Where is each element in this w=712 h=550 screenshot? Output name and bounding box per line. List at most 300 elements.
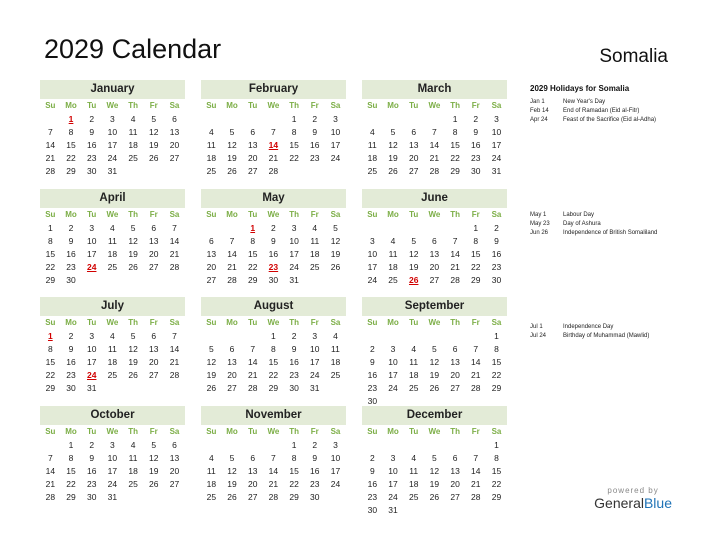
day-cell: 5 xyxy=(432,344,437,354)
day-cell xyxy=(201,330,222,343)
day-cell: 24 xyxy=(107,479,118,489)
day-cell: 27 xyxy=(149,262,159,272)
weekday-label: Th xyxy=(450,427,460,436)
weekday-label: Th xyxy=(289,318,299,327)
holiday-group-q2 xyxy=(530,211,700,238)
week-row xyxy=(40,465,185,478)
day-cell: 21 xyxy=(169,357,180,367)
day-cell: 3 xyxy=(390,344,396,354)
day-cell: 18 xyxy=(128,466,138,476)
weekday-label: We xyxy=(106,427,119,436)
day-cell: 21 xyxy=(450,262,460,272)
day-cell: 20 xyxy=(227,370,237,380)
month-header: October xyxy=(40,406,185,425)
weekday-label: Tu xyxy=(409,318,419,327)
weekday-label: Su xyxy=(367,210,378,219)
weekday-label: Sa xyxy=(330,427,341,436)
week-row xyxy=(40,248,185,261)
day-cell: 9 xyxy=(312,127,318,137)
day-cell: 24 xyxy=(289,262,299,272)
day-cell: 24 xyxy=(388,383,398,393)
day-cell: 20 xyxy=(450,479,460,489)
day-cell: 25 xyxy=(408,383,419,393)
week-row xyxy=(201,369,346,382)
day-cell: 1 xyxy=(452,114,458,124)
day-cell: 10 xyxy=(107,127,118,137)
day-cell: 1 xyxy=(47,223,53,233)
day-cell: 12 xyxy=(429,357,440,367)
day-cell: 5 xyxy=(208,344,214,354)
holiday-date: May 1 xyxy=(530,212,547,218)
day-cell: 22 xyxy=(471,262,481,272)
day-cell xyxy=(143,165,164,178)
day-cell xyxy=(102,274,123,287)
holiday-date: May 23 xyxy=(530,221,550,227)
week-row xyxy=(362,139,507,152)
day-cell: 18 xyxy=(107,357,118,367)
week-row xyxy=(40,113,185,126)
weekday-label: Tu xyxy=(248,318,258,327)
weekday-label: Su xyxy=(45,101,56,110)
holiday-item xyxy=(530,229,700,238)
day-cell: 29 xyxy=(247,275,258,285)
day-cell: 28 xyxy=(450,275,460,285)
weekday-label: Sa xyxy=(169,101,180,110)
month-june xyxy=(362,189,507,287)
day-cell xyxy=(263,439,284,452)
day-cell: 18 xyxy=(367,153,378,163)
day-cell: 21 xyxy=(429,153,440,163)
weekday-label: Sa xyxy=(330,101,341,110)
day-cell xyxy=(123,165,144,178)
day-cell: 25 xyxy=(408,492,419,502)
day-cell: 6 xyxy=(452,453,458,463)
day-cell xyxy=(445,330,466,343)
day-cell xyxy=(263,113,284,126)
week-row xyxy=(40,356,185,369)
week-row xyxy=(201,439,346,452)
weekday-label: Mo xyxy=(387,101,399,110)
day-cell: 12 xyxy=(206,357,217,367)
holiday-date: Jun 26 xyxy=(530,230,549,236)
week-row xyxy=(362,222,507,235)
week-row xyxy=(362,343,507,356)
week-row xyxy=(201,139,346,152)
day-cell: 6 xyxy=(229,344,235,354)
week-row xyxy=(201,126,346,139)
day-cell: 26 xyxy=(330,262,341,272)
day-cell xyxy=(403,439,424,452)
day-cell: 17 xyxy=(330,466,341,476)
week-row xyxy=(362,165,507,178)
day-cell xyxy=(362,439,383,452)
month-header: February xyxy=(201,80,346,99)
day-cell: 9 xyxy=(89,453,95,463)
day-cell: 4 xyxy=(130,114,136,124)
day-cell: 24 xyxy=(86,262,97,272)
day-cell: 19 xyxy=(429,479,440,489)
day-cell: 10 xyxy=(388,466,398,476)
day-cell: 1 xyxy=(473,223,479,233)
weekday-label: Tu xyxy=(87,210,97,219)
day-cell: 15 xyxy=(289,140,299,150)
day-cell: 21 xyxy=(268,479,279,489)
day-cell: 10 xyxy=(310,344,320,354)
day-cell: 6 xyxy=(452,344,458,354)
weekday-label: Tu xyxy=(409,101,419,110)
day-cell: 23 xyxy=(310,153,320,163)
day-cell: 7 xyxy=(229,236,235,246)
day-cell: 25 xyxy=(367,166,378,176)
day-cell: 8 xyxy=(271,344,276,354)
day-cell xyxy=(143,274,164,287)
day-cell: 16 xyxy=(289,357,299,367)
week-row xyxy=(40,261,185,274)
day-cell: 7 xyxy=(271,453,276,463)
day-cell: 18 xyxy=(107,249,118,259)
day-cell: 21 xyxy=(471,479,481,489)
month-march xyxy=(362,80,507,178)
day-cell xyxy=(403,330,424,343)
day-cell: 10 xyxy=(86,344,97,354)
day-cell: 13 xyxy=(149,344,159,354)
week-row xyxy=(201,274,346,287)
day-cell: 5 xyxy=(390,127,396,137)
day-cell: 11 xyxy=(128,127,138,137)
weekday-label: Mo xyxy=(387,318,399,327)
weekday-label: Mo xyxy=(65,318,77,327)
week-row xyxy=(201,478,346,491)
day-cell: 17 xyxy=(491,140,502,150)
footer-brand xyxy=(594,486,672,511)
weekday-label: Fr xyxy=(471,318,480,327)
day-cell: 31 xyxy=(491,166,502,176)
holiday-item xyxy=(530,116,700,125)
day-cell: 4 xyxy=(411,344,417,354)
holiday-name: Labour Day xyxy=(563,212,595,218)
day-cell: 1 xyxy=(271,331,276,341)
day-cell: 29 xyxy=(491,383,502,393)
day-cell: 29 xyxy=(45,383,56,393)
weekday-label: Su xyxy=(206,427,217,436)
day-cell: 19 xyxy=(408,262,419,272)
day-cell xyxy=(143,491,164,504)
week-row xyxy=(362,356,507,369)
day-cell: 18 xyxy=(408,370,419,380)
weekday-header xyxy=(201,316,346,330)
day-cell: 12 xyxy=(330,236,341,246)
day-cell: 3 xyxy=(494,114,499,124)
day-cell: 23 xyxy=(66,262,76,272)
day-cell: 21 xyxy=(45,153,56,163)
day-cell: 15 xyxy=(66,140,76,150)
weekday-label: We xyxy=(428,318,441,327)
weekday-label: Mo xyxy=(65,427,77,436)
weekday-label: Sa xyxy=(169,210,180,219)
day-cell xyxy=(304,165,325,178)
day-cell: 7 xyxy=(47,127,53,137)
day-cell: 14 xyxy=(227,249,237,259)
day-cell: 10 xyxy=(330,127,341,137)
day-cell: 15 xyxy=(247,249,258,259)
day-cell: 28 xyxy=(429,166,440,176)
day-cell: 1 xyxy=(68,114,74,124)
week-row xyxy=(40,126,185,139)
day-cell: 8 xyxy=(47,344,53,354)
day-cell: 19 xyxy=(227,479,237,489)
week-row xyxy=(201,261,346,274)
day-cell: 21 xyxy=(268,153,279,163)
day-cell: 14 xyxy=(169,344,180,354)
weekday-label: Fr xyxy=(471,101,480,110)
day-cell: 24 xyxy=(107,153,118,163)
day-cell: 26 xyxy=(149,479,159,489)
day-cell: 9 xyxy=(312,453,318,463)
day-cell: 15 xyxy=(268,357,279,367)
day-cell: 2 xyxy=(494,223,499,233)
day-cell: 18 xyxy=(330,357,341,367)
day-cell: 28 xyxy=(169,262,180,272)
day-cell: 23 xyxy=(491,262,502,272)
day-cell: 3 xyxy=(390,453,396,463)
day-cell: 26 xyxy=(227,492,237,502)
day-cell: 15 xyxy=(45,357,56,367)
weekday-label: Fr xyxy=(310,318,319,327)
day-cell: 26 xyxy=(149,153,159,163)
day-cell: 3 xyxy=(333,440,338,450)
day-cell: 28 xyxy=(268,166,279,176)
weekday-label: Mo xyxy=(226,427,238,436)
holiday-item xyxy=(530,211,700,220)
day-cell xyxy=(465,504,486,517)
day-cell xyxy=(242,439,263,452)
week-row xyxy=(362,465,507,478)
day-cell: 28 xyxy=(471,383,481,393)
day-cell: 8 xyxy=(494,344,499,354)
month-february xyxy=(201,80,346,178)
holiday-group-q1 xyxy=(530,84,700,125)
week-row xyxy=(201,491,346,504)
week-row xyxy=(362,152,507,165)
day-cell: 23 xyxy=(367,383,378,393)
day-cell: 26 xyxy=(227,166,237,176)
day-cell xyxy=(81,274,102,287)
week-row xyxy=(362,504,507,517)
day-cell: 28 xyxy=(471,492,481,502)
day-cell: 23 xyxy=(86,479,97,489)
weekday-label: Fr xyxy=(310,101,319,110)
day-cell: 11 xyxy=(206,466,216,476)
day-cell: 5 xyxy=(333,223,338,233)
month-may xyxy=(201,189,346,287)
weekday-label: Su xyxy=(206,210,217,219)
day-cell: 5 xyxy=(229,453,235,463)
day-cell: 14 xyxy=(45,466,56,476)
day-cell xyxy=(40,439,61,452)
day-cell: 28 xyxy=(45,492,56,502)
day-cell: 13 xyxy=(450,466,460,476)
brand-logo: GeneralBlue xyxy=(594,495,672,511)
day-cell: 29 xyxy=(289,492,299,502)
day-cell: 22 xyxy=(289,479,299,489)
day-cell xyxy=(123,382,144,395)
day-cell: 31 xyxy=(310,383,320,393)
day-cell: 12 xyxy=(408,249,419,259)
week-row xyxy=(201,343,346,356)
weekday-label: Tu xyxy=(248,101,258,110)
day-cell: 6 xyxy=(208,236,214,246)
day-cell: 7 xyxy=(47,453,53,463)
day-cell: 30 xyxy=(471,166,481,176)
day-cell xyxy=(424,222,445,235)
weekday-label: We xyxy=(267,318,280,327)
weekday-label: Tu xyxy=(248,427,258,436)
day-cell: 6 xyxy=(411,127,417,137)
holiday-date: Feb 14 xyxy=(530,108,549,114)
day-cell xyxy=(242,113,263,126)
day-cell: 15 xyxy=(45,249,56,259)
day-cell: 22 xyxy=(247,262,258,272)
day-cell: 3 xyxy=(291,223,297,233)
week-row xyxy=(40,139,185,152)
day-cell: 31 xyxy=(107,492,118,502)
holiday-item xyxy=(530,220,700,229)
day-cell: 19 xyxy=(227,153,237,163)
day-cell: 29 xyxy=(268,383,279,393)
day-cell: 17 xyxy=(388,479,398,489)
day-cell: 2 xyxy=(89,114,95,124)
day-cell: 18 xyxy=(206,479,217,489)
weekday-label: Su xyxy=(206,101,217,110)
day-cell: 15 xyxy=(66,466,76,476)
day-cell: 15 xyxy=(289,466,299,476)
day-cell: 16 xyxy=(268,249,279,259)
day-cell: 25 xyxy=(107,262,118,272)
day-cell: 1 xyxy=(250,223,256,233)
day-cell: 22 xyxy=(491,479,502,489)
day-cell: 12 xyxy=(388,140,398,150)
day-cell: 6 xyxy=(151,223,157,233)
day-cell: 29 xyxy=(66,166,76,176)
day-cell: 22 xyxy=(289,153,299,163)
holiday-name: Day of Ashura xyxy=(563,221,601,227)
day-cell: 20 xyxy=(408,153,419,163)
day-cell: 21 xyxy=(169,249,180,259)
weekday-label: We xyxy=(428,101,441,110)
day-cell: 30 xyxy=(310,492,320,502)
month-october xyxy=(40,406,185,504)
day-cell xyxy=(362,222,383,235)
day-cell: 12 xyxy=(128,236,138,246)
day-cell: 27 xyxy=(206,275,217,285)
day-cell: 30 xyxy=(86,492,97,502)
day-cell: 16 xyxy=(367,370,378,380)
day-cell: 21 xyxy=(227,262,237,272)
day-cell: 26 xyxy=(429,492,440,502)
month-header: August xyxy=(201,297,346,316)
day-cell: 18 xyxy=(408,479,419,489)
day-cell: 24 xyxy=(388,492,398,502)
day-cell: 16 xyxy=(367,479,378,489)
week-row xyxy=(40,382,185,395)
week-row xyxy=(201,113,346,126)
week-row xyxy=(362,439,507,452)
holiday-group-q3 xyxy=(530,323,700,341)
day-cell: 11 xyxy=(388,249,398,259)
day-cell: 21 xyxy=(45,479,56,489)
weekday-label: Sa xyxy=(330,210,341,219)
day-cell: 19 xyxy=(388,153,398,163)
day-cell: 18 xyxy=(128,140,138,150)
weekday-label: Sa xyxy=(491,427,502,436)
day-cell xyxy=(424,439,445,452)
day-cell xyxy=(201,222,222,235)
weekday-label: Th xyxy=(289,101,299,110)
week-row xyxy=(201,165,346,178)
day-cell: 14 xyxy=(268,466,279,476)
day-cell: 19 xyxy=(429,370,440,380)
day-cell: 11 xyxy=(107,236,117,246)
day-cell: 16 xyxy=(471,140,481,150)
week-row xyxy=(40,478,185,491)
day-cell: 3 xyxy=(312,331,318,341)
day-cell: 1 xyxy=(68,440,74,450)
day-cell xyxy=(383,330,404,343)
day-cell: 2 xyxy=(312,114,318,124)
day-cell: 1 xyxy=(494,331,499,341)
day-cell: 10 xyxy=(330,453,341,463)
day-cell: 14 xyxy=(247,357,258,367)
day-cell: 30 xyxy=(66,383,76,393)
weekday-label: Su xyxy=(45,210,56,219)
day-cell: 22 xyxy=(66,479,76,489)
day-cell: 18 xyxy=(388,262,398,272)
month-april xyxy=(40,189,185,287)
day-cell: 5 xyxy=(411,236,417,246)
weekday-label: Fr xyxy=(310,427,319,436)
weekday-header xyxy=(201,208,346,222)
day-cell: 5 xyxy=(151,114,157,124)
weekday-label: Mo xyxy=(226,101,238,110)
weekday-label: Fr xyxy=(149,427,158,436)
day-cell: 7 xyxy=(271,127,276,137)
day-cell: 2 xyxy=(312,440,318,450)
month-header: September xyxy=(362,297,507,316)
day-cell: 29 xyxy=(471,275,481,285)
day-cell: 13 xyxy=(247,140,258,150)
day-cell: 28 xyxy=(45,166,56,176)
holiday-item xyxy=(530,107,700,116)
day-cell xyxy=(40,113,61,126)
week-row xyxy=(362,113,507,126)
holiday-date: Jul 1 xyxy=(530,324,543,330)
day-cell: 15 xyxy=(471,249,481,259)
day-cell: 13 xyxy=(169,453,180,463)
day-cell: 14 xyxy=(471,466,481,476)
day-cell: 1 xyxy=(47,331,53,341)
week-row xyxy=(40,330,185,343)
day-cell: 23 xyxy=(66,370,76,380)
holiday-date: Apr 24 xyxy=(530,117,548,123)
month-december xyxy=(362,406,507,517)
day-cell: 2 xyxy=(89,440,95,450)
holiday-name: New Year's Day xyxy=(563,99,606,105)
weekday-header xyxy=(201,425,346,439)
day-cell: 17 xyxy=(289,249,299,259)
weekday-label: Mo xyxy=(65,210,77,219)
day-cell: 3 xyxy=(333,114,338,124)
day-cell: 9 xyxy=(369,357,375,367)
